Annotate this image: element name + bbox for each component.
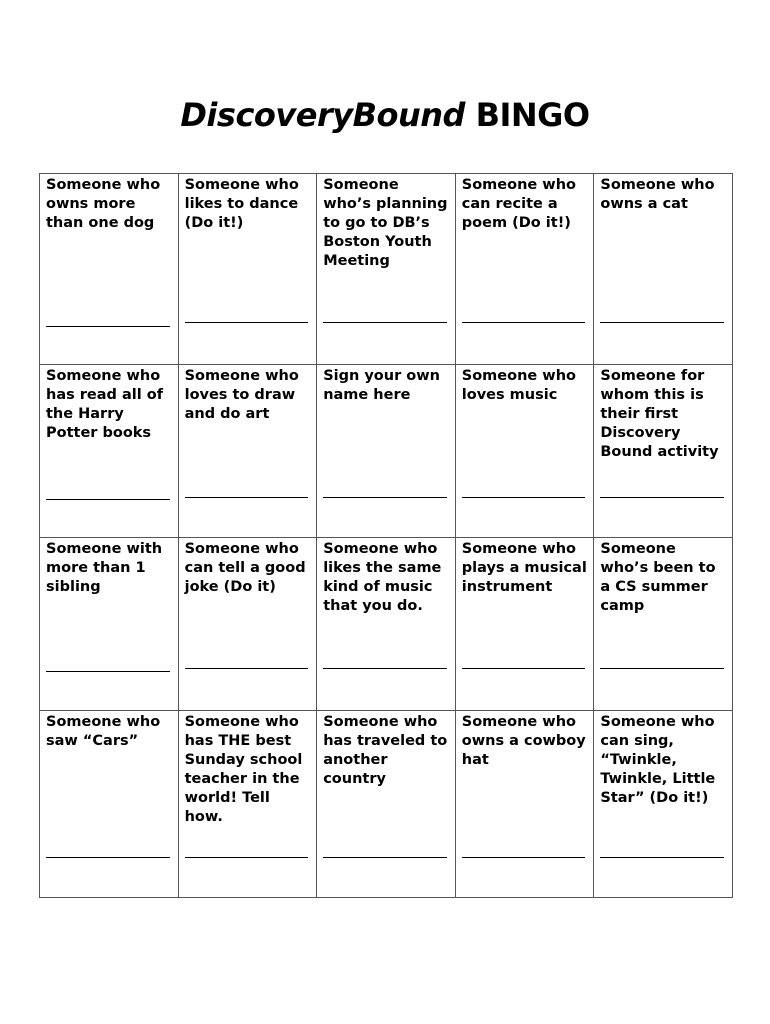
title-word: BINGO [475,96,590,134]
cell-prompt: Someone who owns a cat [600,177,715,212]
cell-prompt: Someone who has THE best Sunday school teacher in the world! Tell how. [184,714,303,825]
cell-prompt: Someone who’s planning to go to DB’s Boston Youth Meeting [323,177,448,269]
cell-prompt: Someone who owns more than one dog [46,177,161,231]
cell-prompt: Someone who plays a musical instrument [461,541,587,595]
bingo-cell[interactable] [178,711,317,898]
cell-prompt: Someone who can tell a good joke (Do it) [184,541,306,595]
signature-line[interactable] [462,857,586,858]
bingo-cell[interactable] [594,538,733,711]
signature-line[interactable] [323,322,447,323]
cell-prompt: Someone who likes the same kind of music that you do. [323,541,442,614]
page-title [0,96,770,134]
title-brand: DiscoveryBound [180,96,465,134]
bingo-row [40,711,733,898]
signature-line[interactable] [185,857,309,858]
cell-prompt: Someone for whom this is their first Discovery Bound activity [600,368,719,460]
bingo-cell[interactable] [317,711,456,898]
bingo-cell[interactable] [40,365,179,538]
bingo-cell[interactable] [594,365,733,538]
cell-prompt: Someone who can sing, “Twinkle, Twinkle, Little Star” (Do it!) [600,714,716,806]
cell-prompt: Someone who loves music [461,368,576,403]
bingo-cell[interactable] [317,538,456,711]
bingo-cell[interactable] [317,365,456,538]
bingo-row [40,174,733,365]
bingo-cell[interactable] [594,711,733,898]
signature-line[interactable] [185,322,309,323]
bingo-cell[interactable] [40,711,179,898]
cell-prompt: Someone who likes to dance (Do it!) [184,177,299,231]
bingo-cell[interactable] [178,538,317,711]
signature-line[interactable] [185,497,309,498]
cell-prompt: Sign your own name here [323,368,440,403]
bingo-cell[interactable] [455,174,594,365]
signature-line[interactable] [185,668,309,669]
signature-line[interactable] [46,857,170,858]
bingo-row [40,538,733,711]
signature-line[interactable] [323,668,447,669]
bingo-cell[interactable] [178,365,317,538]
bingo-cell[interactable] [455,711,594,898]
signature-line[interactable] [462,497,586,498]
signature-line[interactable] [323,497,447,498]
signature-line[interactable] [600,668,724,669]
cell-prompt: Someone who loves to draw and do art [184,368,299,422]
signature-line[interactable] [462,668,586,669]
cell-prompt: Someone who has read all of the Harry Potter books [46,368,164,441]
signature-line[interactable] [462,322,586,323]
cell-prompt: Someone who owns a cowboy hat [461,714,586,768]
cell-prompt: Someone who has traveled to another country [323,714,448,787]
signature-line[interactable] [600,497,724,498]
bingo-row [40,365,733,538]
bingo-cell[interactable] [455,365,594,538]
bingo-cell[interactable] [40,174,179,365]
bingo-cell[interactable] [40,538,179,711]
signature-line[interactable] [323,857,447,858]
bingo-cell[interactable] [178,174,317,365]
cell-prompt: Someone who saw “Cars” [46,714,161,749]
signature-line[interactable] [600,857,724,858]
signature-line[interactable] [600,322,724,323]
bingo-cell[interactable] [455,538,594,711]
signature-line[interactable] [46,326,170,327]
cell-prompt: Someone with more than 1 sibling [46,541,163,595]
cell-prompt: Someone who can recite a poem (Do it!) [461,177,576,231]
signature-line[interactable] [46,499,170,500]
signature-line[interactable] [46,671,170,672]
bingo-grid [39,173,733,898]
bingo-cell[interactable] [594,174,733,365]
bingo-cell[interactable] [317,174,456,365]
cell-prompt: Someone who’s been to a CS summer camp [600,541,716,614]
